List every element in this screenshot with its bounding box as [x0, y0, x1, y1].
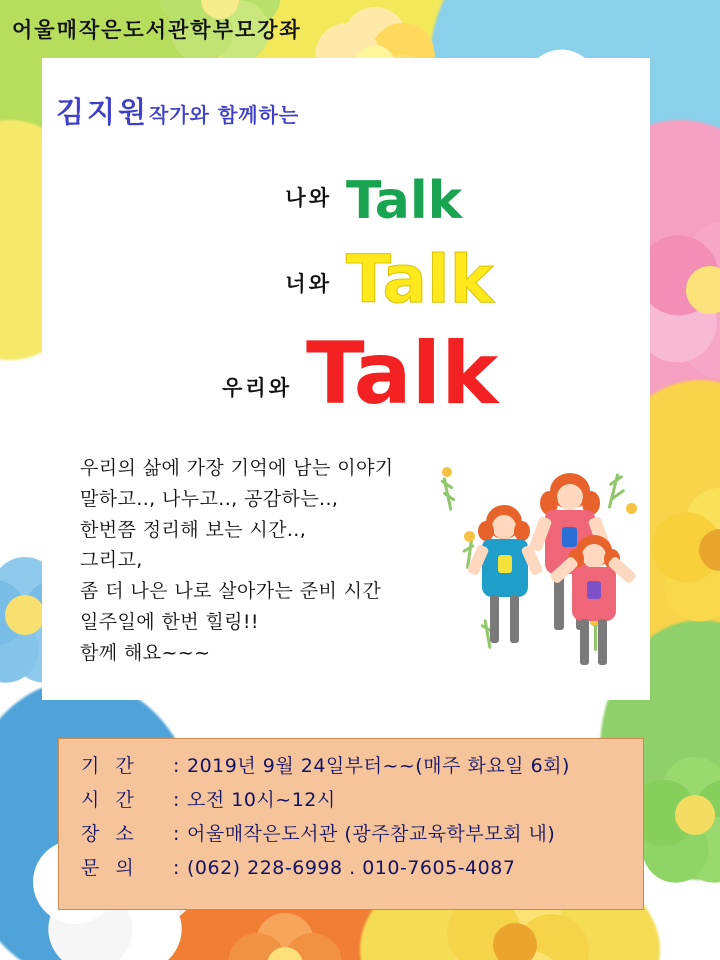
talk-row-word: Talk [346, 241, 494, 319]
info-key: 문 의 [81, 857, 139, 879]
schedule-info-box [58, 738, 644, 910]
info-value: 오전 10시~12시 [187, 789, 336, 811]
talk-row-lead: 너와 [285, 272, 332, 296]
info-value: 어울매작은도서관 (광주참교육학부모회 내) [187, 823, 556, 845]
poster-top-title: 어울매작은도서관학부모강좌 [12, 18, 302, 42]
info-key: 장 소 [81, 823, 139, 845]
talk-row-lead: 나와 [285, 186, 332, 210]
body-line: 일주일에 한번 힐링!! [80, 610, 259, 633]
author-suffix: 작가와 함께하는 [149, 103, 300, 127]
info-separator: : [173, 789, 180, 811]
talk-row [42, 148, 650, 231]
girl-figure [470, 505, 540, 655]
body-line: 한번쯤 정리해 보는 시간.., [80, 518, 307, 541]
info-row [81, 859, 621, 878]
info-key: 시 간 [81, 789, 139, 811]
info-value: 2019년 9월 24일부터~~(매주 화요일 6회) [187, 755, 570, 777]
content-card [42, 58, 650, 700]
body-text [80, 453, 500, 668]
info-row [81, 757, 621, 776]
info-key: 기 간 [81, 755, 139, 777]
talk-row-word: Talk [346, 170, 463, 231]
talk-row-lead: 우리와 [222, 376, 292, 400]
info-separator: : [173, 755, 180, 777]
author-name: 김지원 [56, 95, 150, 129]
info-row [81, 825, 621, 844]
author-line [56, 90, 299, 131]
body-line: 좀 더 나은 나로 살아가는 준비 시간 [80, 580, 382, 603]
info-separator: : [173, 823, 180, 845]
body-line: 그리고, [80, 549, 143, 572]
talk-headline-group [42, 148, 650, 425]
body-line: 함께 해요~~~ [80, 641, 211, 664]
body-line: 말하고.., 나누고.., 공감하는.., [80, 487, 339, 510]
body-line: 우리의 삶에 가장 기억에 남는 이야기 [80, 457, 394, 479]
talk-row-word: Talk [306, 324, 499, 425]
info-row [81, 791, 621, 810]
talk-row [42, 312, 650, 425]
info-separator: : [173, 857, 180, 879]
three-girls-illustration [440, 443, 636, 673]
girl-figure [558, 535, 632, 675]
info-value: (062) 228-6998 . 010-7605-4087 [187, 857, 516, 879]
flower-decoration [640, 470, 720, 630]
talk-row [42, 226, 650, 319]
